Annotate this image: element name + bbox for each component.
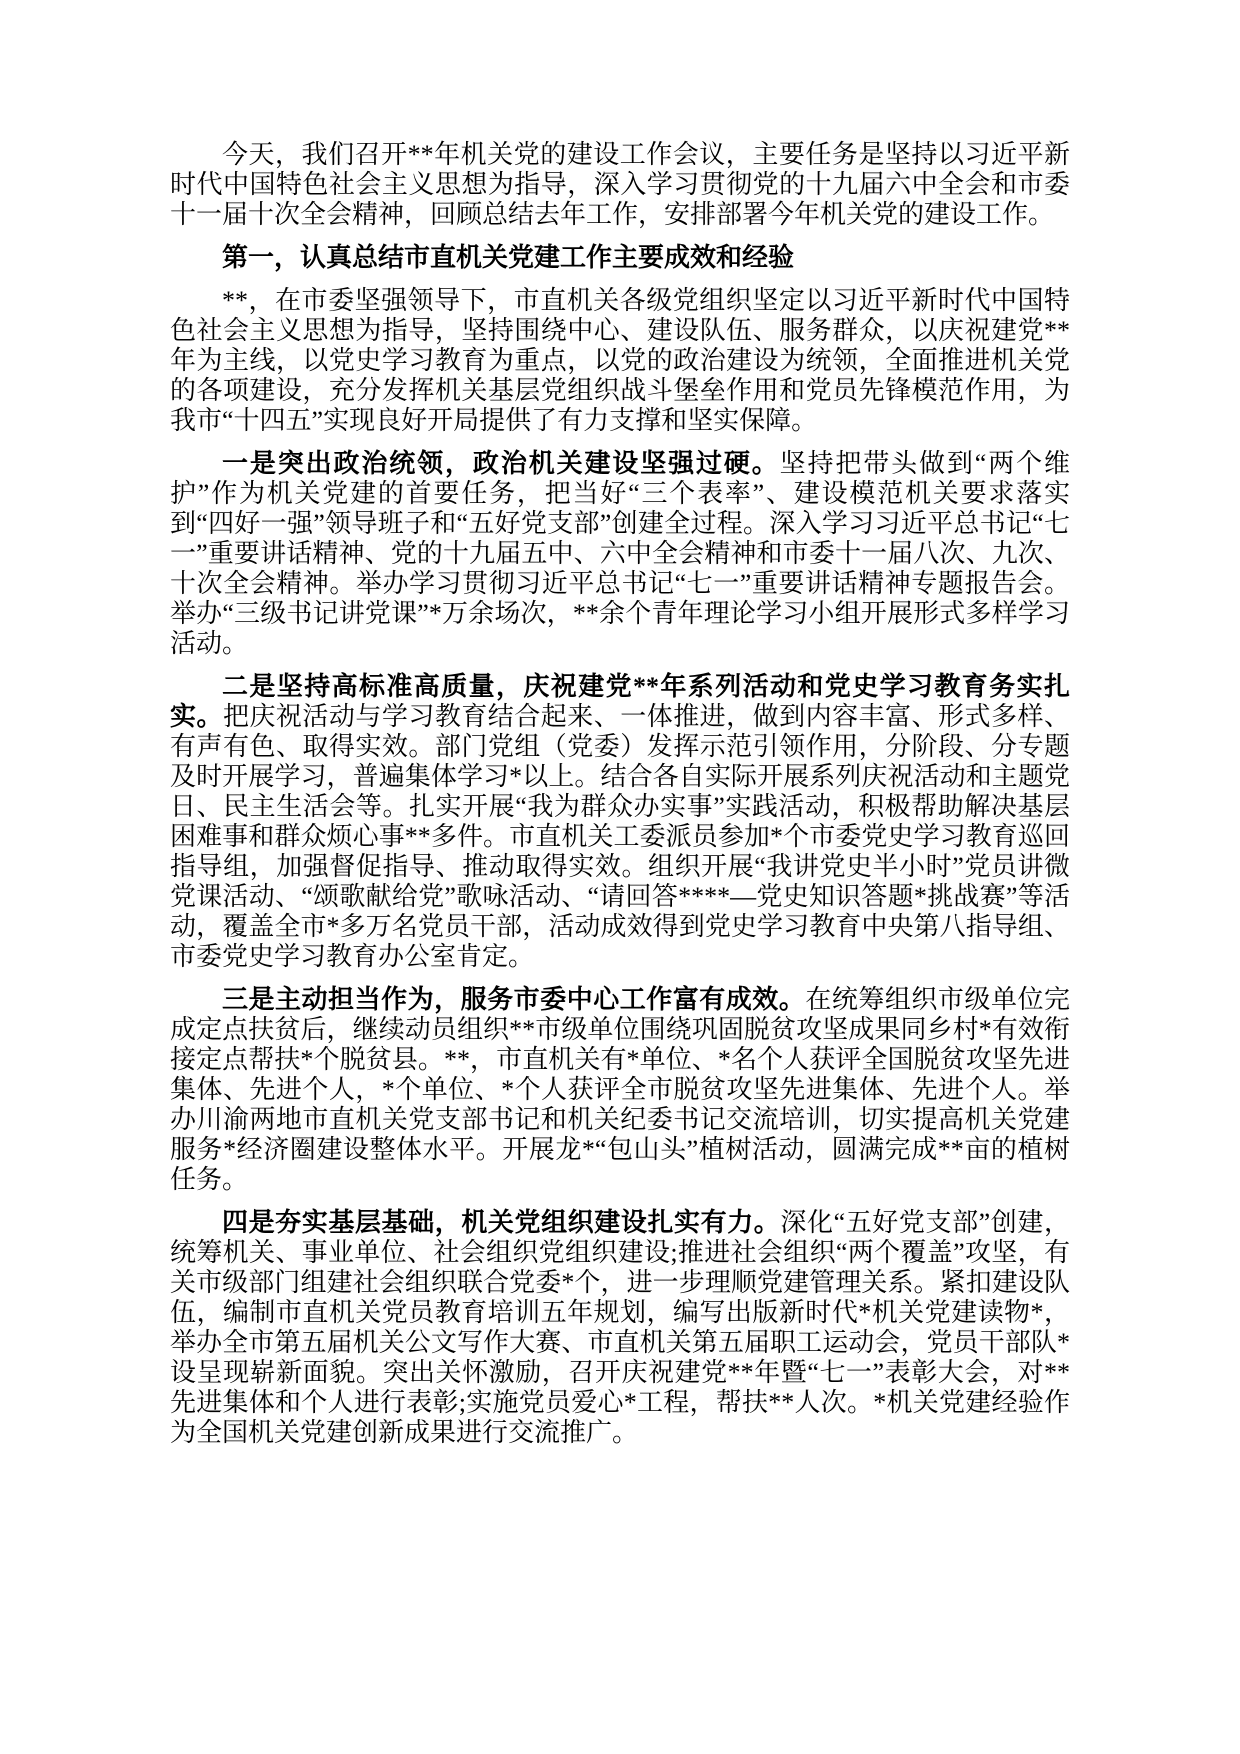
section-heading-text: 第一，认真总结市直机关党建工作主要成效和经验 bbox=[222, 243, 795, 272]
paragraph-intro bbox=[170, 140, 1070, 230]
paragraph-point-1 bbox=[170, 449, 1070, 659]
paragraph-point-3 bbox=[170, 985, 1070, 1195]
paragraph-point-2 bbox=[170, 672, 1070, 972]
paragraph-lead: 二是坚持高标准高质量，庆祝建党**年系列活动和党史学习教育务实扎实。 bbox=[170, 672, 1070, 731]
paragraph-text: 坚持把带头做到“两个维护”作为机关党建的首要任务，把当好“三个表率”、建设模范机关要求落实到“四好一强”领导班子和“五好党支部”创建全过程。深入学习习近平总书记“七一”重要讲话精神、党的十九届五中、六中全会精神和市委十一届八次、九次、十次全会精神。举办学习贯彻习近平总书记“七一”重要讲话精神专题报告会。举办“三级书记讲党课”*万余场次，**余个青年理论学习小组开展形式多样学习活动。 bbox=[170, 449, 1070, 658]
paragraph-point-4 bbox=[170, 1208, 1070, 1448]
paragraph-text: 深化“五好党支部”创建，统筹机关、事业单位、社会组织党组织建设;推进社会组织“两个覆盖”攻坚，有关市级部门组建社会组织联合党委*个，进一步理顺党建管理关系。紧扣建设队伍，编制市直机关党员教育培训五年规划，编写出版新时代*机关党建读物*，举办全市第五届机关公文写作大赛、市直机关第五届职工运动会，党员干部队*设呈现崭新面貌。突出关怀激励，召开庆祝建党**年暨“七一”表彰大会，对**先进集体和个人进行表彰;实施党员爱心*工程，帮扶**人次。*机关党建经验作为全国机关党建创新成果进行交流推广。 bbox=[170, 1208, 1070, 1447]
section-heading bbox=[170, 243, 1070, 273]
paragraph-text: 在统筹组织市级单位完成定点扶贫后，继续动员组织**市级单位围绕巩固脱贫攻坚成果同乡村*有效衔接定点帮扶*个脱贫县。**，市直机关有*单位、*名个人获评全国脱贫攻坚先进集体、先进个人，*个单位、*个人获评全市脱贫攻坚先进集体、先进个人。举办川渝两地市直机关党支部书记和机关纪委书记交流培训，切实提高机关党建服务*经济圈建设整体水平。开展龙*“包山头”植树活动，圆满完成**亩的植树任务。 bbox=[170, 985, 1070, 1194]
paragraph-text: 把庆祝活动与学习教育结合起来、一体推进，做到内容丰富、形式多样、有声有色、取得实效。部门党组（党委）发挥示范引领作用，分阶段、分专题及时开展学习，普遍集体学习*以上。结合各自实际开展系列庆祝活动和主题党日、民主生活会等。扎实开展“我为群众办实事”实践活动，积极帮助解决基层困难事和群众烦心事**多件。市直机关工委派员参加*个市委党史学习教育巡回指导组，加强督促指导、推动取得实效。组织开展“我讲党史半小时”党员讲微党课活动、“颂歌献给党”歌咏活动、“请回答****—党史知识答题*挑战赛”等活动，覆盖全市*多万名党员干部，活动成效得到党史学习教育中央第八指导组、市委党史学习教育办公室肯定。 bbox=[170, 702, 1070, 971]
paragraph-lead: 三是主动担当作为，服务市委中心工作富有成效。 bbox=[222, 985, 806, 1014]
paragraph-text: 今天，我们召开**年机关党的建设工作会议，主要任务是坚持以习近平新时代中国特色社会主义思想为指导，深入学习贯彻党的十九届六中全会和市委十一届十次全会精神，回顾总结去年工作，安排部署今年机关党的建设工作。 bbox=[170, 140, 1070, 229]
paragraph-lead: 四是夯实基层基础，机关党组织建设扎实有力。 bbox=[222, 1208, 781, 1237]
paragraph-lead: 一是突出政治统领，政治机关建设坚强过硬。 bbox=[222, 449, 780, 478]
paragraph-overview bbox=[170, 286, 1070, 436]
paragraph-text: **，在市委坚强领导下，市直机关各级党组织坚定以习近平新时代中国特色社会主义思想为指导，坚持围绕中心、建设队伍、服务群众，以庆祝建党**年为主线，以党史学习教育为重点，以党的政治建设为统领，全面推进机关党的各项建设，充分发挥机关基层党组织战斗堡垒作用和党员先锋模范作用，为我市“十四五”实现良好开局提供了有力支撑和坚实保障。 bbox=[170, 286, 1070, 435]
